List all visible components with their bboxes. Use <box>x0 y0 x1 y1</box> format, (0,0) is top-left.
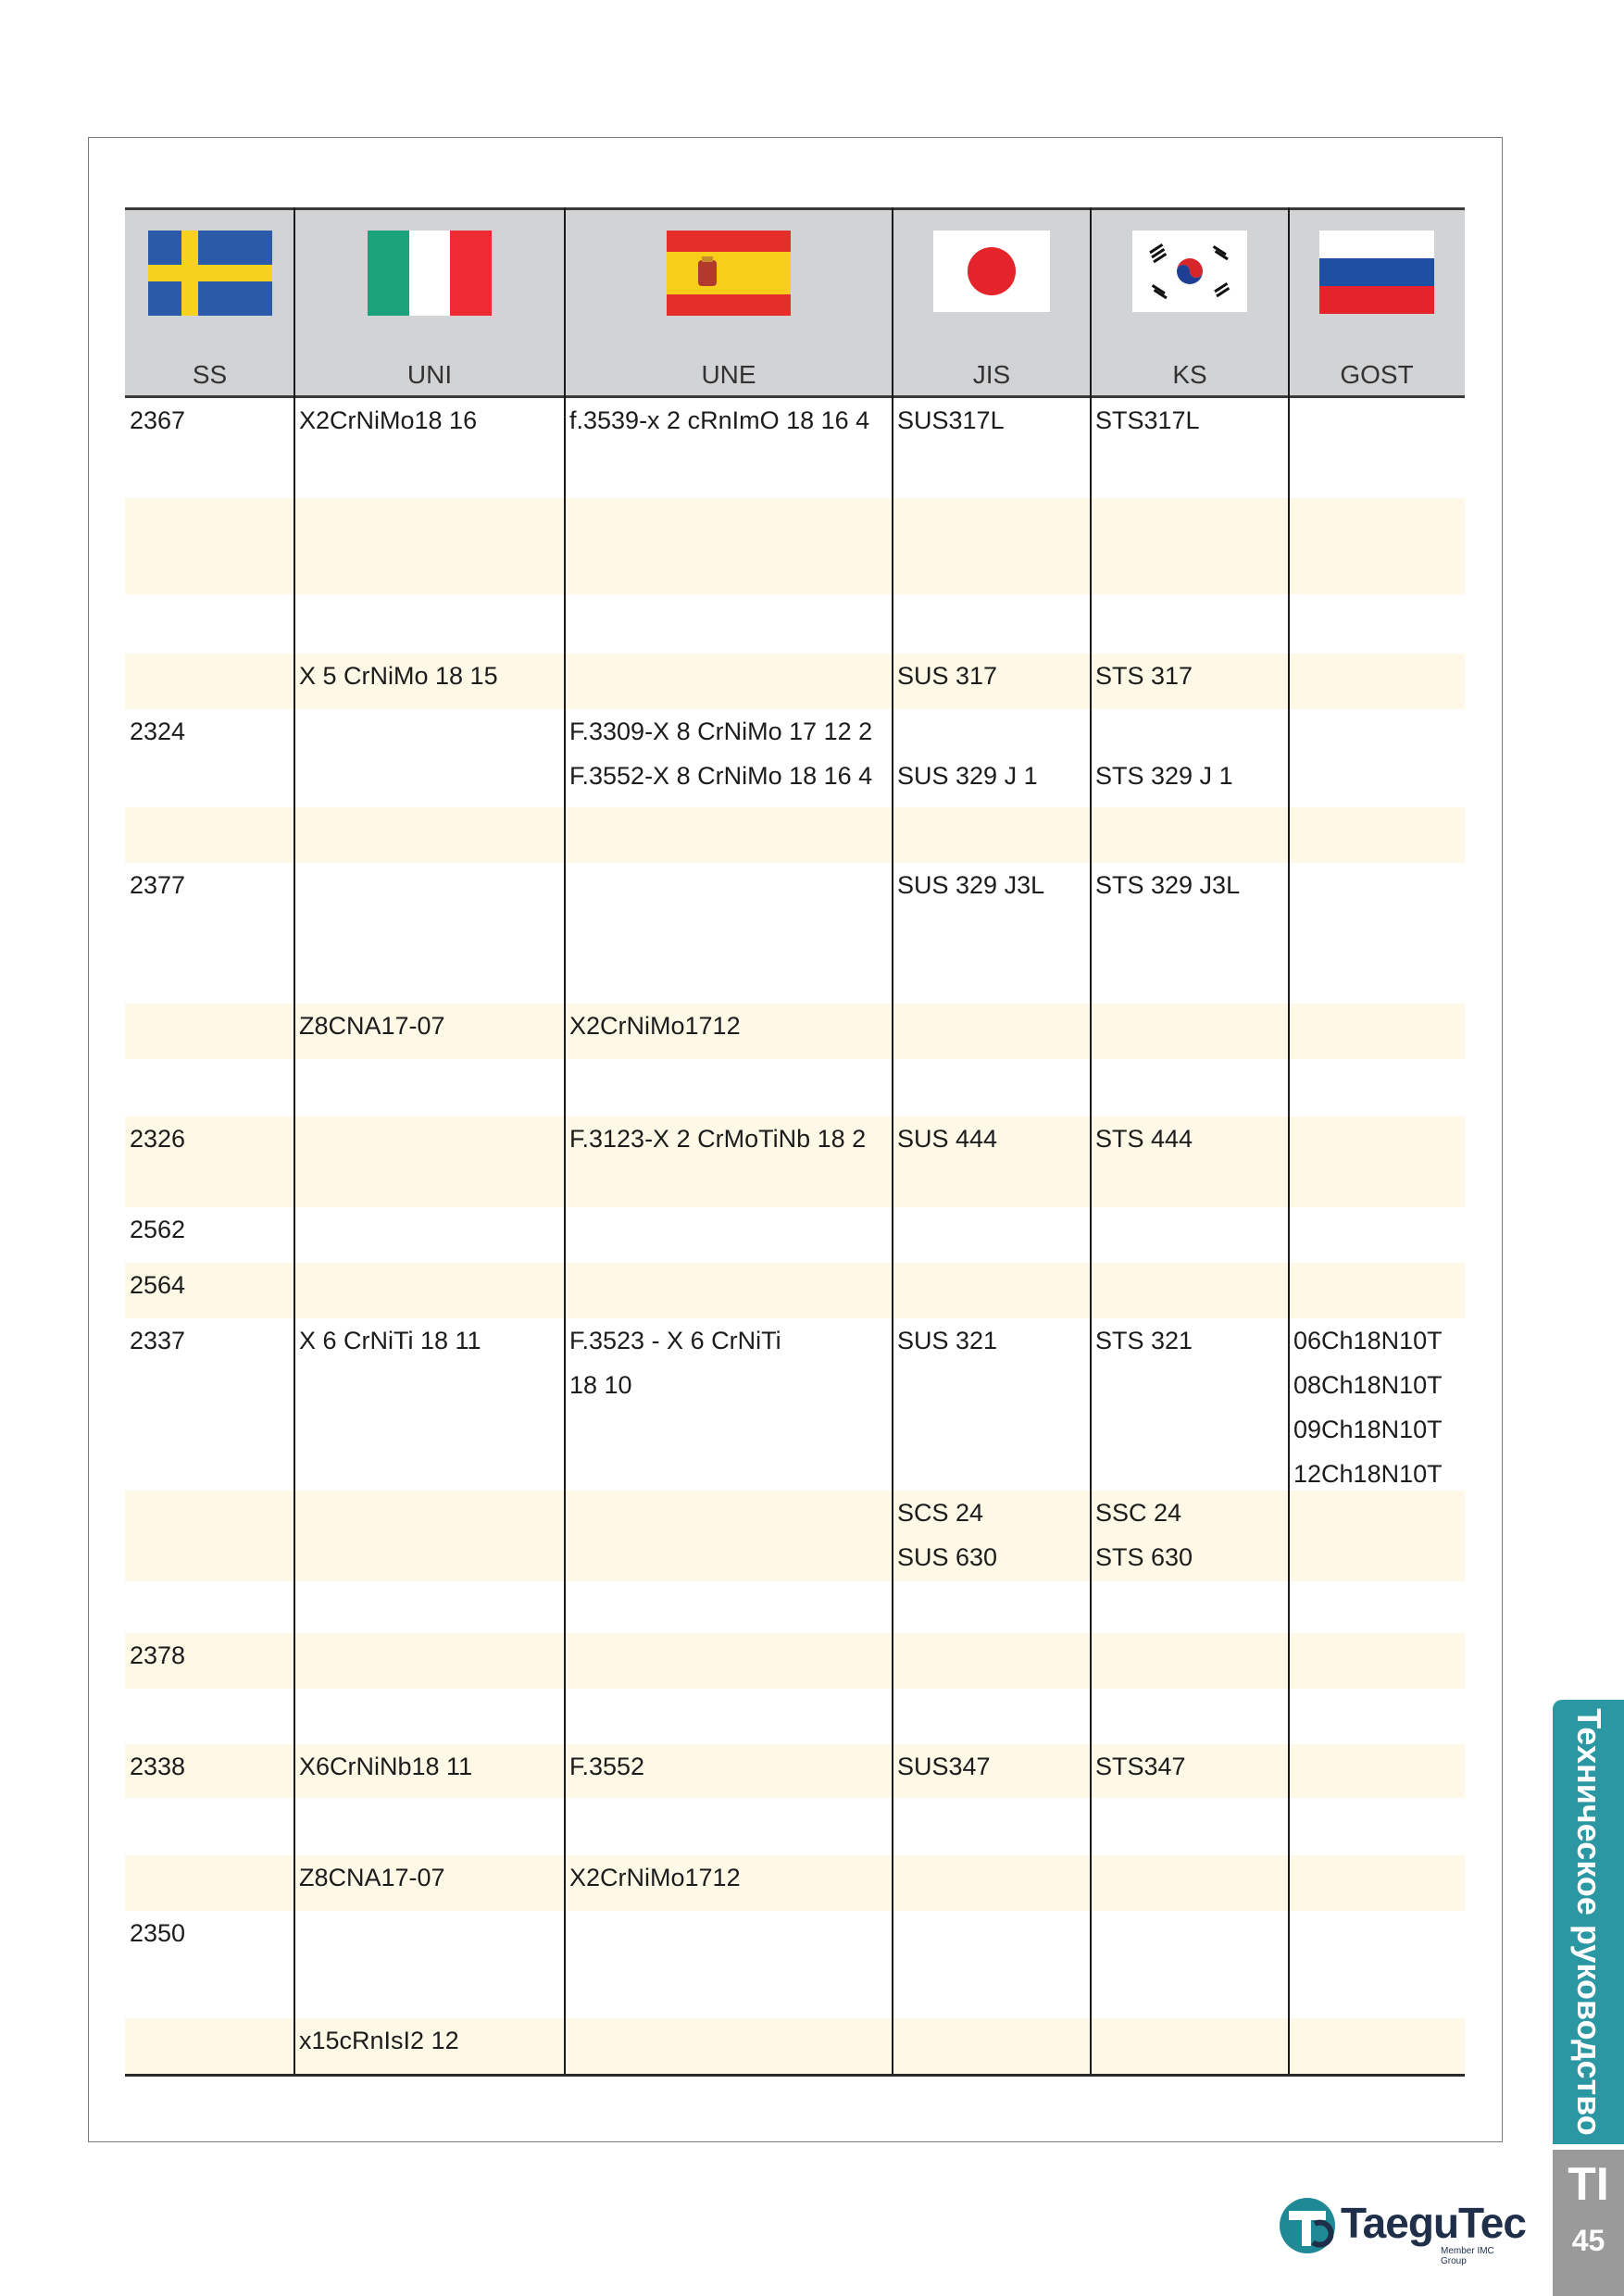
cell-line: SUS 329 J 1 <box>897 762 1038 790</box>
japan-flag-icon <box>933 231 1050 317</box>
table-cell-une <box>565 1855 893 1900</box>
cell-line: 2350 <box>130 1919 186 1947</box>
table-row <box>125 398 1465 498</box>
cell-line: SUS 317 <box>897 662 998 690</box>
table-row <box>125 709 1465 807</box>
table-cell-une <box>565 1744 893 1789</box>
table-cell-ks <box>1091 398 1289 443</box>
column-code: GOST <box>1340 360 1414 389</box>
table-row <box>125 1059 1465 1117</box>
column-code: JIS <box>972 360 1011 389</box>
logo-wordmark: TaeguTec <box>1341 2199 1526 2247</box>
table-cell-une <box>565 709 893 798</box>
table-body <box>125 398 1465 2074</box>
taegutec-logo-icon <box>1278 2196 1337 2255</box>
russia-flag-icon <box>1319 231 1434 318</box>
cell-line: 2338 <box>130 1753 186 1780</box>
logo-tagline: Member IMC Group <box>1441 2246 1494 2266</box>
cell-line: 18 10 <box>569 1371 632 1399</box>
table-row <box>125 863 1465 1004</box>
table-cell-jis <box>893 709 1091 798</box>
cell-line: STS 444 <box>1095 1125 1193 1153</box>
table-cell-une <box>565 1318 893 1407</box>
table-cell-uni <box>294 1318 565 1363</box>
cell-line: STS317L <box>1095 406 1200 434</box>
table-row <box>125 1689 1465 1744</box>
taegutec-logo <box>1276 2194 1526 2266</box>
column-code: SS <box>192 360 228 389</box>
cell-line: SSC 24 <box>1095 1499 1182 1527</box>
table-cell-uni <box>294 1744 565 1789</box>
spain-flag-icon <box>667 231 791 320</box>
cell-line: 2377 <box>130 871 186 899</box>
cell-line: F.3552 <box>569 1753 645 1780</box>
column-code: UNI <box>406 360 453 389</box>
column-code: KS <box>1172 360 1207 389</box>
column-header-uni <box>294 210 565 395</box>
table-row <box>125 1744 1465 1798</box>
table-cell-jis <box>893 863 1091 907</box>
table-cell-ss <box>125 863 294 907</box>
page-marker <box>1553 2150 1624 2296</box>
column-header-jis <box>893 210 1091 395</box>
cell-line: STS 317 <box>1095 662 1193 690</box>
cell-line: Z8CNA17-07 <box>299 1012 445 1040</box>
italy-flag-icon <box>368 231 492 320</box>
cell-line: Z8CNA17-07 <box>299 1864 445 1891</box>
table-bottom-rule <box>125 2074 1465 2077</box>
column-divider <box>1090 207 1092 2074</box>
korea-flag-icon <box>1132 231 1247 317</box>
table-row <box>125 594 1465 654</box>
table-cell-ss <box>125 1318 294 1363</box>
table-cell-ss <box>125 398 294 443</box>
cell-line: F.3123-X 2 CrMoTiNb 18 2 <box>569 1125 867 1153</box>
column-divider <box>294 207 295 2074</box>
table-cell-une <box>565 1004 893 1048</box>
sweden-flag-icon <box>148 231 272 320</box>
table-cell-ks <box>1091 1744 1289 1789</box>
cell-line: X 6 CrNiTi 18 11 <box>299 1327 481 1354</box>
cell-line: f.3539-x 2 cRnImO 18 16 4 <box>569 406 870 434</box>
table-cell-ss <box>125 709 294 754</box>
table-row <box>125 807 1465 863</box>
table-cell-uni <box>294 398 565 443</box>
cell-line: 2564 <box>130 1271 186 1299</box>
table-cell-ks <box>1091 1491 1289 1579</box>
table-row <box>125 654 1465 709</box>
table-cell-ss <box>125 1117 294 1161</box>
column-divider <box>1288 207 1290 2074</box>
cell-line: SUS317L <box>897 406 1005 434</box>
table-cell-ss <box>125 1633 294 1678</box>
table-cell-ss <box>125 1207 294 1252</box>
cell-line: X 5 CrNiMo 18 15 <box>299 662 498 690</box>
table-row <box>125 1004 1465 1059</box>
cell-line: SUS347 <box>897 1753 991 1780</box>
column-divider <box>564 207 566 2074</box>
cell-line: F.3309-X 8 CrNiMo 17 12 2 <box>569 718 873 745</box>
cell-line: STS347 <box>1095 1753 1186 1780</box>
table-cell-jis <box>893 654 1091 698</box>
cell-line: STS 630 <box>1095 1543 1193 1571</box>
cell-line: X2CrNiMo1712 <box>569 1864 741 1891</box>
cell-line: F.3552-X 8 CrNiMo 18 16 4 <box>569 762 873 790</box>
table-cell-jis <box>893 1491 1091 1579</box>
column-header-gost <box>1289 210 1465 395</box>
table-row <box>125 1318 1465 1491</box>
table-row <box>125 1855 1465 1911</box>
cell-line: F.3523 - X 6 CrNiTi <box>569 1327 781 1354</box>
section-code: TI <box>1568 2158 1609 2210</box>
cell-line: 2324 <box>130 718 186 745</box>
page-number: 45 <box>1571 2224 1605 2257</box>
table-row <box>125 1911 1465 2018</box>
table-row <box>125 1581 1465 1633</box>
table-row <box>125 1117 1465 1207</box>
table-header <box>125 207 1465 398</box>
table-cell-jis <box>893 1117 1091 1161</box>
cell-line: x15cRnIsI2 12 <box>299 2027 459 2054</box>
cell-line: 2378 <box>130 1641 186 1669</box>
section-tab[interactable] <box>1553 1700 1624 2144</box>
table-row <box>125 1633 1465 1689</box>
table-cell-une <box>565 1117 893 1161</box>
table-cell-ks <box>1091 1318 1289 1363</box>
table-cell-ks <box>1091 863 1289 907</box>
table-cell-ss <box>125 1263 294 1307</box>
cell-line: 12Ch18N10T <box>1293 1460 1443 1488</box>
cell-line: SUS 321 <box>897 1327 998 1354</box>
cell-line <box>1095 709 1289 754</box>
cell-line: X6CrNiNb18 11 <box>299 1753 473 1780</box>
cell-line: 2326 <box>130 1125 186 1153</box>
table-cell-ss <box>125 1744 294 1789</box>
column-header-ss <box>125 210 294 395</box>
table-row <box>125 1491 1465 1581</box>
table-cell-uni <box>294 654 565 698</box>
cell-line: X2CrNiMo1712 <box>569 1012 741 1040</box>
section-tab-label: Техническое руководство <box>1569 1708 1608 2136</box>
table-cell-ss <box>125 1911 294 1955</box>
cell-line <box>897 709 1091 754</box>
table-row <box>125 1798 1465 1855</box>
cell-line: 08Ch18N10T <box>1293 1371 1443 1399</box>
table-cell-ks <box>1091 1117 1289 1161</box>
cell-line: 2367 <box>130 406 186 434</box>
column-header-une <box>565 210 893 395</box>
cell-line: SUS 444 <box>897 1125 998 1153</box>
table-cell-uni <box>294 1855 565 1900</box>
cell-line: X2CrNiMo18 16 <box>299 406 478 434</box>
cell-line: 06Ch18N10T <box>1293 1327 1443 1354</box>
table-cell-une <box>565 398 893 443</box>
cell-line: 2562 <box>130 1216 186 1243</box>
table-row <box>125 2018 1465 2074</box>
table-cell-ks <box>1091 654 1289 698</box>
cell-line: SCS 24 <box>897 1499 984 1527</box>
cell-line: 2337 <box>130 1327 186 1354</box>
table-cell-jis <box>893 1744 1091 1789</box>
table-cell-jis <box>893 398 1091 443</box>
cell-line: SUS 329 J3L <box>897 871 1045 899</box>
cell-line: SUS 630 <box>897 1543 998 1571</box>
table-cell-gost <box>1289 1318 1465 1496</box>
cell-line: STS 329 J 1 <box>1095 762 1233 790</box>
column-divider <box>892 207 893 2074</box>
column-code: UNE <box>701 360 756 389</box>
table-row <box>125 498 1465 594</box>
column-header-ks <box>1091 210 1289 395</box>
cell-line: 09Ch18N10T <box>1293 1416 1443 1443</box>
cell-line: STS 329 J3L <box>1095 871 1241 899</box>
cell-line: STS 321 <box>1095 1327 1193 1354</box>
table-cell-jis <box>893 1318 1091 1363</box>
table-cell-uni <box>294 1004 565 1048</box>
table-row <box>125 1207 1465 1263</box>
table-cell-ks <box>1091 709 1289 798</box>
table-cell-uni <box>294 2018 565 2063</box>
equivalence-table <box>125 207 1465 2074</box>
table-row <box>125 1263 1465 1318</box>
